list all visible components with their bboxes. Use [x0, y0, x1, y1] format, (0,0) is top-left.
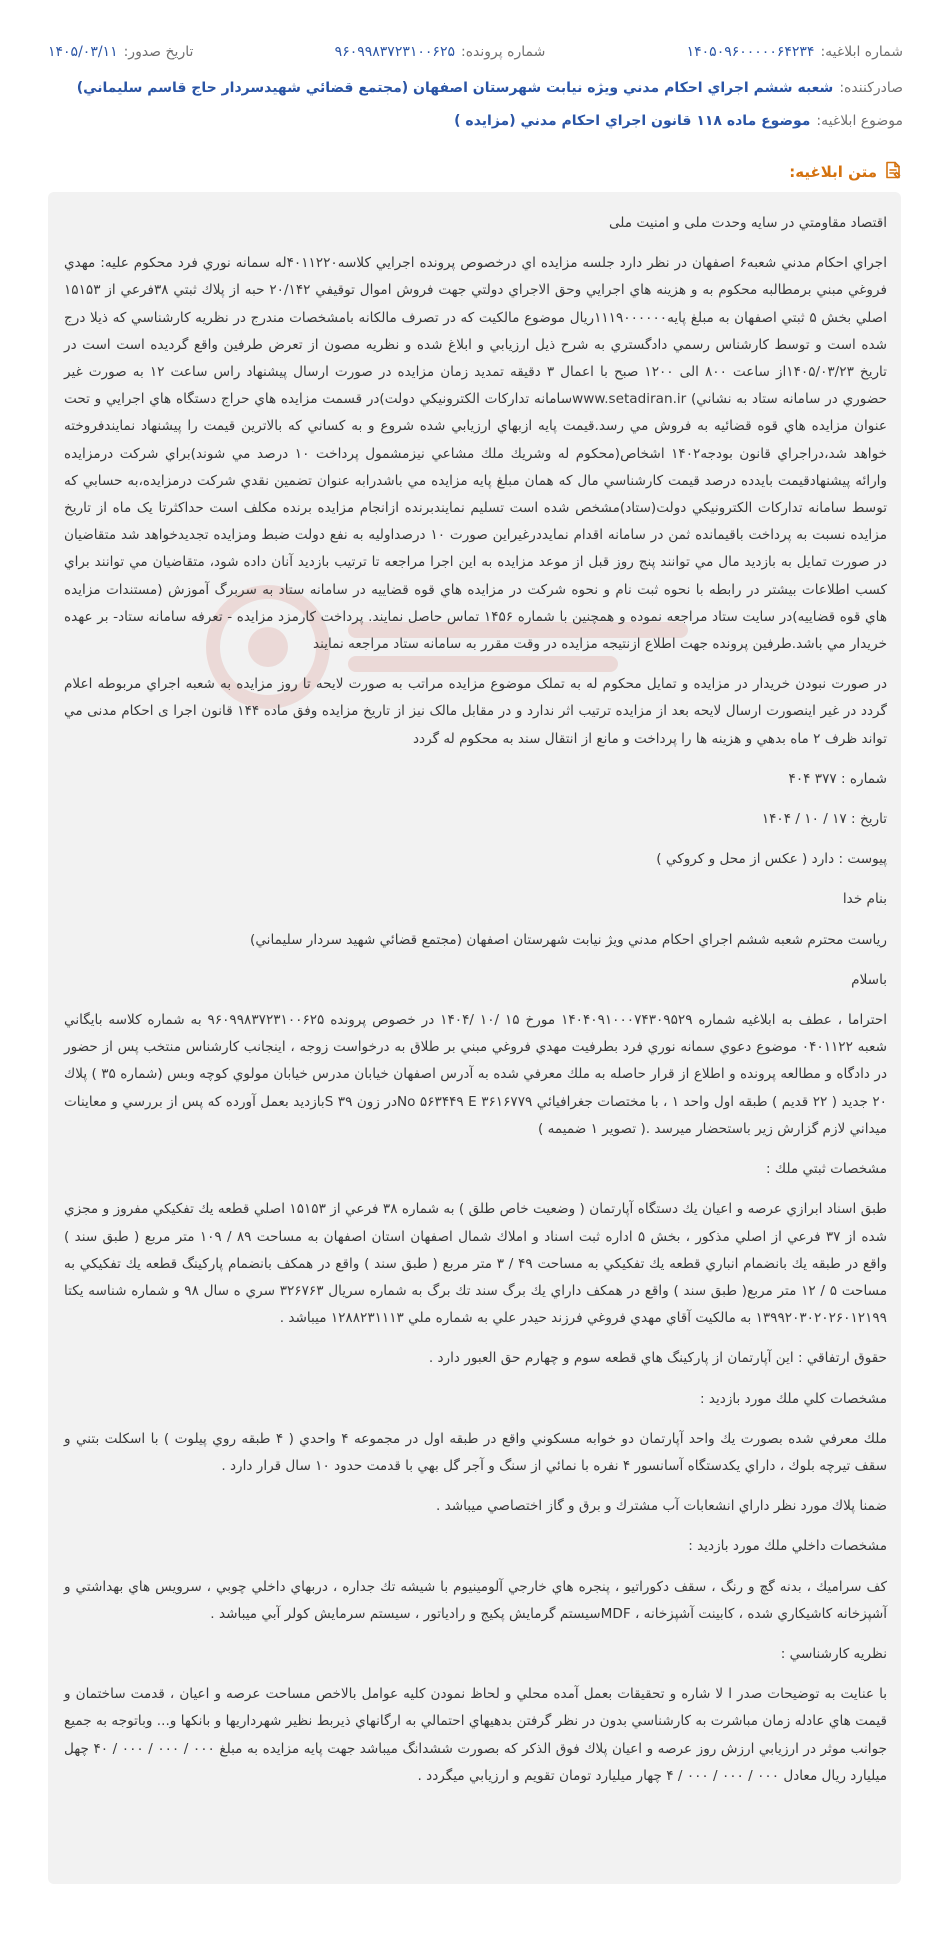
paragraph: ضمنا پلاك مورد نظر داراي انشعابات آب مشترك و برق و گاز اختصاصي ميباشد .	[435, 1498, 887, 1515]
document-edit-icon	[883, 160, 903, 184]
paragraph: تاريخ : ۱۷ / ۱۰ / ۱۴۰۴	[761, 811, 887, 828]
paragraph: احتراما ، عطف به ابلاغيه شماره ۱۴۰۴۰۹۱۰۰۰۷۴۳۰۹۵۲۹ مورخ ۱۵ /۱۰ /۱۴۰۴ در خصوص پرونده ۹۶۰۹۹۸۳۷۲۳۱۰۰۶۲۵ به شماره كلاسه بايگاني شعبه ۰۴۰۱۱۲۲ موضوع دعوي سمانه نوري فرد بطرفيت مهدي فروغي مبني بر طلاق به درخواست زوجه ، اينجانب كارشناس منتخب پس از حضور در دادگاه و مطالعه پرونده و اطلاع از قرار حاصله به ملك معرفي شده به آدرس اصفهان خيابان مدرس خيابان مولوي كوچه وبس (شماره ۳۵ ) پلاك ۲۰ جديد ( ۲۲ قديم ) طبقه اول واحد ۱ ، با مختصات جغرافيائي ۳۶۱۶۷۷۹ No ۵۶۳۴۴۹ Eدر زون ۳۹ Sبازديد بعمل آورده كه پس از بررسي و معاينات ميداني لازم گزارش زير باستحضار ميرسد .( تصوير ۱ ضميمه )	[64, 1012, 888, 1137]
paragraph: كف سراميك ، بدنه گچ و رنگ ، سقف دكوراتيو ، پنجره هاي خارجي آلومينيوم با شيشه تك جداره ، دربهاي داخلي چوبي ، سرويس هاي بهداشتي و آشپزخانه كاشيكاري شده ، كابينت آشپزخانه ، MDFسيستم گرمايش پكيج و رادياتور ، سيستم سرمايش كولر آبي ميباشد .	[64, 1578, 887, 1622]
section-title: متن ابلاغیه:	[789, 163, 877, 181]
issuer-label: صادرکننده:	[839, 80, 903, 96]
case-number-label: شماره پرونده:	[460, 44, 546, 60]
issuer-row	[48, 80, 903, 96]
paragraph: مشخصات كلي ملك مورد بازديد :	[699, 1390, 887, 1407]
subject-label: موضوع ابلاغیه:	[816, 113, 903, 129]
paragraph: شماره : ۳۷۷ ۴۰۴	[788, 770, 887, 787]
paragraph: حقوق ارتفاقي : اين آپارتمان از پاركينگ هاي قطعه سوم و چهارم حق العبور دارد .	[428, 1350, 887, 1367]
issuer-value: شعبه ششم اجراي احكام مدني ويژه نيابت شهرستان اصفهان (مجتمع قضائي شهيدسردار حاج قاسم سليماني)	[76, 80, 834, 96]
paragraph: مشخصات داخلي ملك مورد بازديد :	[688, 1538, 887, 1555]
paragraph: ملك معرفي شده بصورت يك واحد آپارتمان دو خوابه مسكوني واقع در طبقه اول در مجموعه ۴ واحدي ( ۴ طبقه روي پيلوت ) با اسكلت بتني و سقف تيرچه بلوك ، داراي يكدستگاه آسانسور ۴ نفره با نمائي از سنگ و آجر گل بهي با قدمت حدود ۱۰ سال قرار دارد .	[64, 1430, 887, 1474]
paragraph: اجراي احكام مدني شعبه۶ اصفهان در نظر دارد جلسه مزايده اي درخصوص پرونده اجرايي كلاسه۴۰۱۱۲۲۰له سمانه نوري فرد محكوم عليه: مهدي فروغي مبني برمطالبه محكوم به و هزينه هاي اجرايي وحق الاجراي دولتي جهت فروش اموال توقيفي ۲۰/۱۴۲ حبه از پلاك ثبتي ۳۸فرعي از ۱۵۱۵۳ اصلي بخش ۵ ثبتي اصفهان به مبلغ پايه۱۱۱۹۰۰۰۰۰۰ريال موضوع مالكيت كه در تصرف مالكانه بامشخصات مندرج در نظريه كارشناسي كه ذيلا درج شده است و توسط كارشناس رسمي دادگستري به شرح ذيل ارزيابي و ابلاغ شده و نظريه مصون از تعرض طرفين واقع گرديده است است در تاريخ ۱۴۰۵/۰۳/۲۳از ساعت ۸۰۰ الی ۱۲۰۰ صبح با اعمال ۳ دقيقه تمديد زمان مزايده در صورت ارسال پيشنهاد راس ساعت ۱۲ به صورت غير حضوري در سامانه ستاد به نشاني) www.setadiran.irسامانه تداركات الكترونيكي دولت)در قسمت مزايده هاي حراج دستگاه هاي اجرايي و تحت عنوان مزايده هاي قوه قضائيه به فروش مي رسد.قيمت پايه ازبهاي ارزيابي شده شروع و به كساني كه بالاترين قيمت را پيشنهاد نمايندفروخته خواهد شد،دراجراي قانون بودجه۱۴۰۲ اشخاص(محكوم له وشريك ملك مشاعي نيزمشمول پرداخت ۱۰ درصد مي شوند)براي شركت درمزايده وارائه پيشنهادقيمت بايدده درصد قيمت كارشناسي مال كه همان مبلغ پايه مزايده مي باشدرابه عنوان تضمين نقدي شركت درمزايده،به حسابي كه توسط سامانه تداركات الكترونيكي دولت(ستاد)مشخص شده است تسليم نمايندبرنده ازانجام مزايده برنده مكلف است حداكثرتا يک ماه از تاريخ مزايده نسبت به پرداخت باقيمانده ثمن در سامانه اقدام نمايددرغيراين صورت ۱۰ درصداوليه به نفع دولت ضبط ومزايده تجديدخواهد شد متقاضيان در صورت تمايل به بازديد مال مي توانند پنج روز قبل از موعد مزايده به اين اجرا مراجعه تا ترتيب بازديد آنان داده شود، متقاضيان مي توانند براي كسب اطلاعات بيشتر در رابطه با نحوه ثبت نام و نحوه شركت در مزايده هاي قوه قضاييه در سامانه ستاد به سربرگ آموزش (مستندات مزايده هاي قوه قضاييه)در سايت ستاد مراجعه نموده و همچنين با شماره ۱۴۵۶ تماس حاصل نمايند. پرداخت كارمزد مزايده - تعرفه سامانه ستاد- بر عهده خريدار مي باشد.طرفين پرونده جهت اطلاع ازنتيجه مزايده در وقت مقرر به سامانه ستاد مراجعه نمايند	[64, 255, 888, 653]
paragraph: بنام خدا	[842, 891, 887, 908]
paragraph: طبق اسناد ابرازي عرصه و اعيان يك دستگاه آپارتمان ( وضعيت خاص طلق ) به شماره ۳۸ فرعي از ۱۵۱۵۳ اصلي قطعه يك تفكيكي مفروز و مجزي شده از ۳۷ فرعي از اصلي مذكور ، بخش ۵ اداره ثبت اسناد و املاك شمال اصفهان استان اصفهان به مساحت ۸۹ / ۱۰۹ متر مربع ( طبق سند ) واقع در طبقه يك بانضمام انباري قطعه يك تفكيكي به مساحت ۴۹ / ۳ متر مربع ( طبق سند ) واقع در همكف بانضمام پاركينگ قطعه يك تفكيكي به مساحت ۵ / ۱۲ متر مربع( طبق سند ) واقع در همكف داراي يك برگ سند تك برگ به شماره سريال ۳۲۶۷۶۳ سري ه سال ۹۸ و شماره شناسه يكتا ۱۳۹۹۲۰۳۰۲۰۲۶۰۱۲۱۹۹ به مالكيت آقاي مهدي فروغي فرزند حيدر علي به شماره ملي ۱۲۸۸۲۳۱۱۱۳ ميباشد .	[64, 1201, 888, 1327]
paragraph: مشخصات ثبتي ملك :	[765, 1161, 887, 1178]
notice-meta-row	[48, 44, 903, 60]
case-number-value: ۹۶۰۹۹۸۳۷۲۳۱۰۰۶۲۵	[334, 44, 455, 60]
case-number	[335, 44, 546, 60]
paragraph: باسلام	[851, 971, 887, 988]
issue-date	[48, 44, 193, 60]
notice-number	[687, 44, 903, 60]
notice-number-label: شماره ابلاغیه:	[820, 44, 903, 60]
subject-row	[48, 113, 903, 129]
notice-number-value: ۱۴۰۵۰۹۶۰۰۰۰۰۶۴۲۳۴	[686, 44, 815, 60]
section-title-row	[789, 160, 903, 184]
paragraph: نظريه كارشناسي :	[780, 1645, 887, 1662]
paragraph: اقتصاد مقاومتي در سايه وحدت ملی و امنیت ملی	[608, 215, 887, 231]
paragraph: رياست محترم شعبه ششم اجراي احكام مدني ويژ نيابت شهرستان اصفهان (مجتمع قضائي شهيد سردار سليماني)	[250, 931, 887, 948]
issue-date-label: تاریخ صدور:	[123, 44, 194, 60]
subject-value: موضوع ماده ۱۱۸ قانون اجراي احكام مدني (مزايده )	[454, 113, 811, 129]
paragraph: با عنايت به توضيحات صدر ا لا شاره و تحقيقات بعمل آمده محلي و لحاظ نمودن كليه عوامل بالاخص مساحت عرصه و اعيان ، قدمت ساختمان و قيمت هاي عادله زمان مباشرت به كارشناسي بدون در نظر گرفتن بدهيهاي احتمالي به ارگانهاي ذيربط نظير شهرداريها و بانكها و... وباتوجه به جميع جوانب موثر در ارزيابي ارزش روز عرصه و اعيان پلاك فوق الذكر كه بصورت ششدانگ ميباشد جهت پايه مزايده به مبلغ ۰۰۰ / ۰۰۰ / ۰۰۰ / ۴۰ چهل ميليارد ريال معادل ۰۰۰ / ۰۰۰ / ۰۰۰ / ۴ چهار ميليارد تومان تقويم و ارزيابي ميگردد .	[64, 1686, 887, 1784]
paragraph-list	[64, 210, 887, 1790]
paragraph: پيوست : دارد ( عكس از محل و كروكي )	[656, 851, 887, 868]
notice-content	[48, 192, 901, 1884]
issue-date-value: ۱۴۰۵/۰۳/۱۱	[48, 44, 118, 60]
paragraph: در صورت نبودن خريدار در مزايده و تمايل محكوم له به تملک موضوع مزايده مراتب به صورت لايحه تا روز مزايده به شعبه اجراي مربوطه اعلام گردد در غير اينصورت ارسال لايحه بعد از مزايده ترتيب اثر ندارد و در مقابل مالک نيز از تاريخ مزايده وفق ماده ۱۴۴ قانون اجرا ی احكام مدنی مي تواند ظرف ۲ ماه بدهي و هزينه ها را پرداخت و مانع از انتقال سند به محكوم له گردد	[64, 676, 887, 747]
